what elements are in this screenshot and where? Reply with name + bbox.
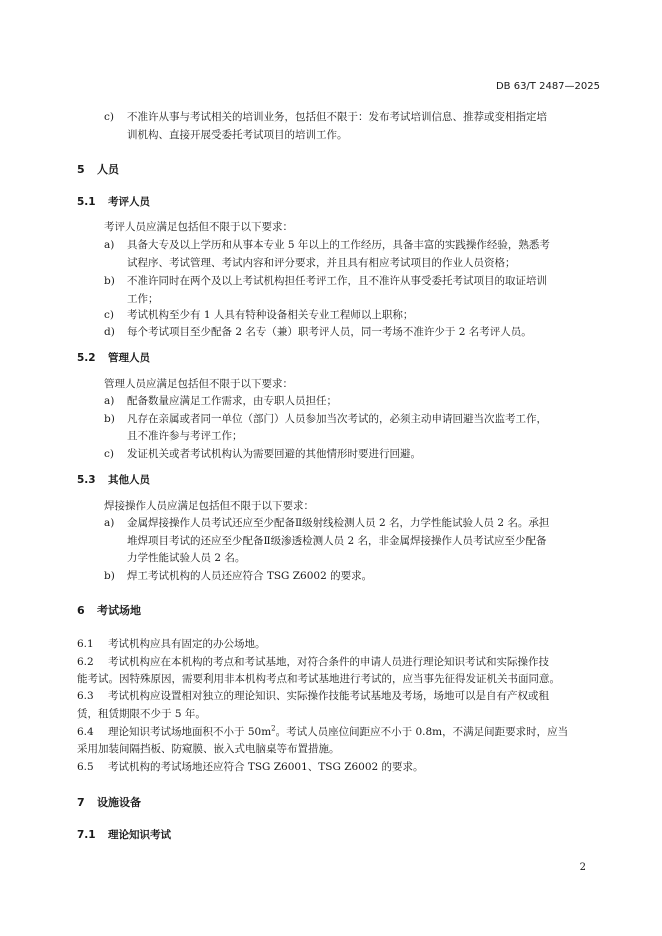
list-item-text: 配备数量应满足工作需求，由专职人员担任；	[127, 395, 337, 407]
clause-text: 考试机构应在本机构的考点和考试基地，对符合条件的申请人员进行理论知识考试和实际操作技	[108, 656, 549, 668]
subsection-number: 5.3	[77, 474, 96, 486]
section-title: 设施设备	[97, 796, 141, 809]
list-marker: b)	[104, 570, 115, 582]
list-item-text: 不准许同时在两个及以上考试机构担任考评工作，且不准许从事受委托考试项目的取证培训	[127, 275, 547, 287]
list-item-text: 试程序、考试管理、考试内容和评分要求，并且具有相应考试项目的作业人员资格；	[127, 257, 516, 269]
section-title: 人员	[97, 163, 119, 176]
list-marker: b)	[104, 413, 115, 425]
clause-text: 考试机构应具有固定的办公场地。	[108, 638, 266, 650]
list-item-text: 发证机关或者考试机构认为需要回避的其他情形时要进行回避。	[127, 448, 421, 460]
clause-text: 理论知识考试场地面积不小于 $50m^2$。考试人员座位间距应不小于 0.8m，不满足间距要求时，应当	[108, 724, 569, 738]
list-item-text: 不准许从事与考试相关的培训业务，包括但不限于：发布考试培训信息、推荐或变相指定培	[127, 111, 547, 123]
subsection-number: 5.1	[77, 196, 96, 208]
clause-text: 赁，租赁期限不少于 5 年。	[77, 708, 206, 720]
clause-number: 6.2	[77, 656, 94, 668]
list-marker: c)	[104, 111, 114, 123]
subsection-number: 5.2	[77, 352, 96, 364]
list-item-text: 力学性能试验人员 2 名。	[127, 552, 246, 564]
clause-text: 能考试。因特殊原因，需要利用非本机构考点和考试基地进行考试的，应当事先征得发证机关书面同意。	[77, 673, 560, 685]
clause-text: 采用加装间隔挡板、防窥膜、嵌入式电脑桌等布置措施。	[77, 743, 340, 755]
list-marker: c)	[104, 309, 114, 321]
section-number: 7	[77, 796, 85, 809]
list-item-text: 金属焊接操作人员考试还应至少配备Ⅱ级射线检测人员 2 名，力学性能试验人员 2 名。承担	[127, 517, 550, 529]
list-item-text: 训机构、直接开展受委托考试项目的培训工作。	[127, 129, 348, 141]
subsection-number: 7.1	[77, 829, 96, 841]
clause-number: 6.5	[77, 761, 94, 773]
paragraph-lead: 焊接操作人员应满足包括但不限于以下要求：	[104, 500, 314, 512]
list-item-text: 堆焊项目考试的还应至少配备Ⅱ级渗透检测人员 2 名，非金属焊接操作人员考试应至少配备	[127, 535, 547, 547]
list-marker: a)	[104, 239, 115, 251]
paragraph-lead: 管理人员应满足包括但不限于以下要求：	[104, 378, 293, 390]
section-number: 6	[77, 604, 85, 617]
list-item-text: 每个考试项目至少配备 2 名专（兼）职考评人员，同一考场不准许少于 2 名考评人员。	[127, 326, 532, 338]
clause-number: 6.4	[77, 726, 94, 738]
list-marker: a)	[104, 517, 115, 529]
page-number: 2	[579, 862, 586, 873]
section-title: 考试场地	[97, 604, 141, 617]
list-marker: d)	[104, 326, 115, 338]
list-item-text: 且不准许参与考评工作；	[127, 430, 243, 442]
doc-code: DB 63/T 2487—2025	[495, 81, 600, 92]
list-marker: b)	[104, 275, 115, 287]
paragraph-lead: 考评人员应满足包括但不限于以下要求：	[104, 221, 293, 233]
clause-number: 6.3	[77, 690, 94, 702]
clause-number: 6.1	[77, 638, 94, 650]
list-item-text: 焊工考试机构的人员还应符合 TSG Z6002 的要求。	[127, 570, 373, 582]
list-item-text: 考试机构至少有 1 人具有特种设备相关专业工程师以上职称；	[127, 309, 414, 321]
clause-text: 考试机构应设置相对独立的理论知识、实际操作技能考试基地及考场，场地可以是自有产权或租	[108, 690, 549, 702]
subsection-title: 管理人员	[108, 352, 150, 364]
section-number: 5	[77, 163, 85, 176]
list-item-text: 凡存在亲属或者同一单位（部门）人员参加当次考试的，必须主动申请回避当次监考工作，	[127, 413, 547, 425]
list-marker: a)	[104, 395, 115, 407]
subsection-title: 其他人员	[108, 474, 150, 486]
clause-text: 考试机构的考试场地还应符合 TSG Z6001、TSG Z6002 的要求。	[108, 761, 424, 773]
subsection-title: 考评人员	[108, 196, 150, 208]
list-item-text: 工作；	[127, 293, 159, 305]
list-item-text: 具备大专及以上学历和从事本专业 5 年以上的工作经历，具备丰富的实践操作经验，熟悉考	[127, 239, 550, 251]
subsection-title: 理论知识考试	[108, 829, 171, 841]
list-marker: c)	[104, 448, 114, 460]
